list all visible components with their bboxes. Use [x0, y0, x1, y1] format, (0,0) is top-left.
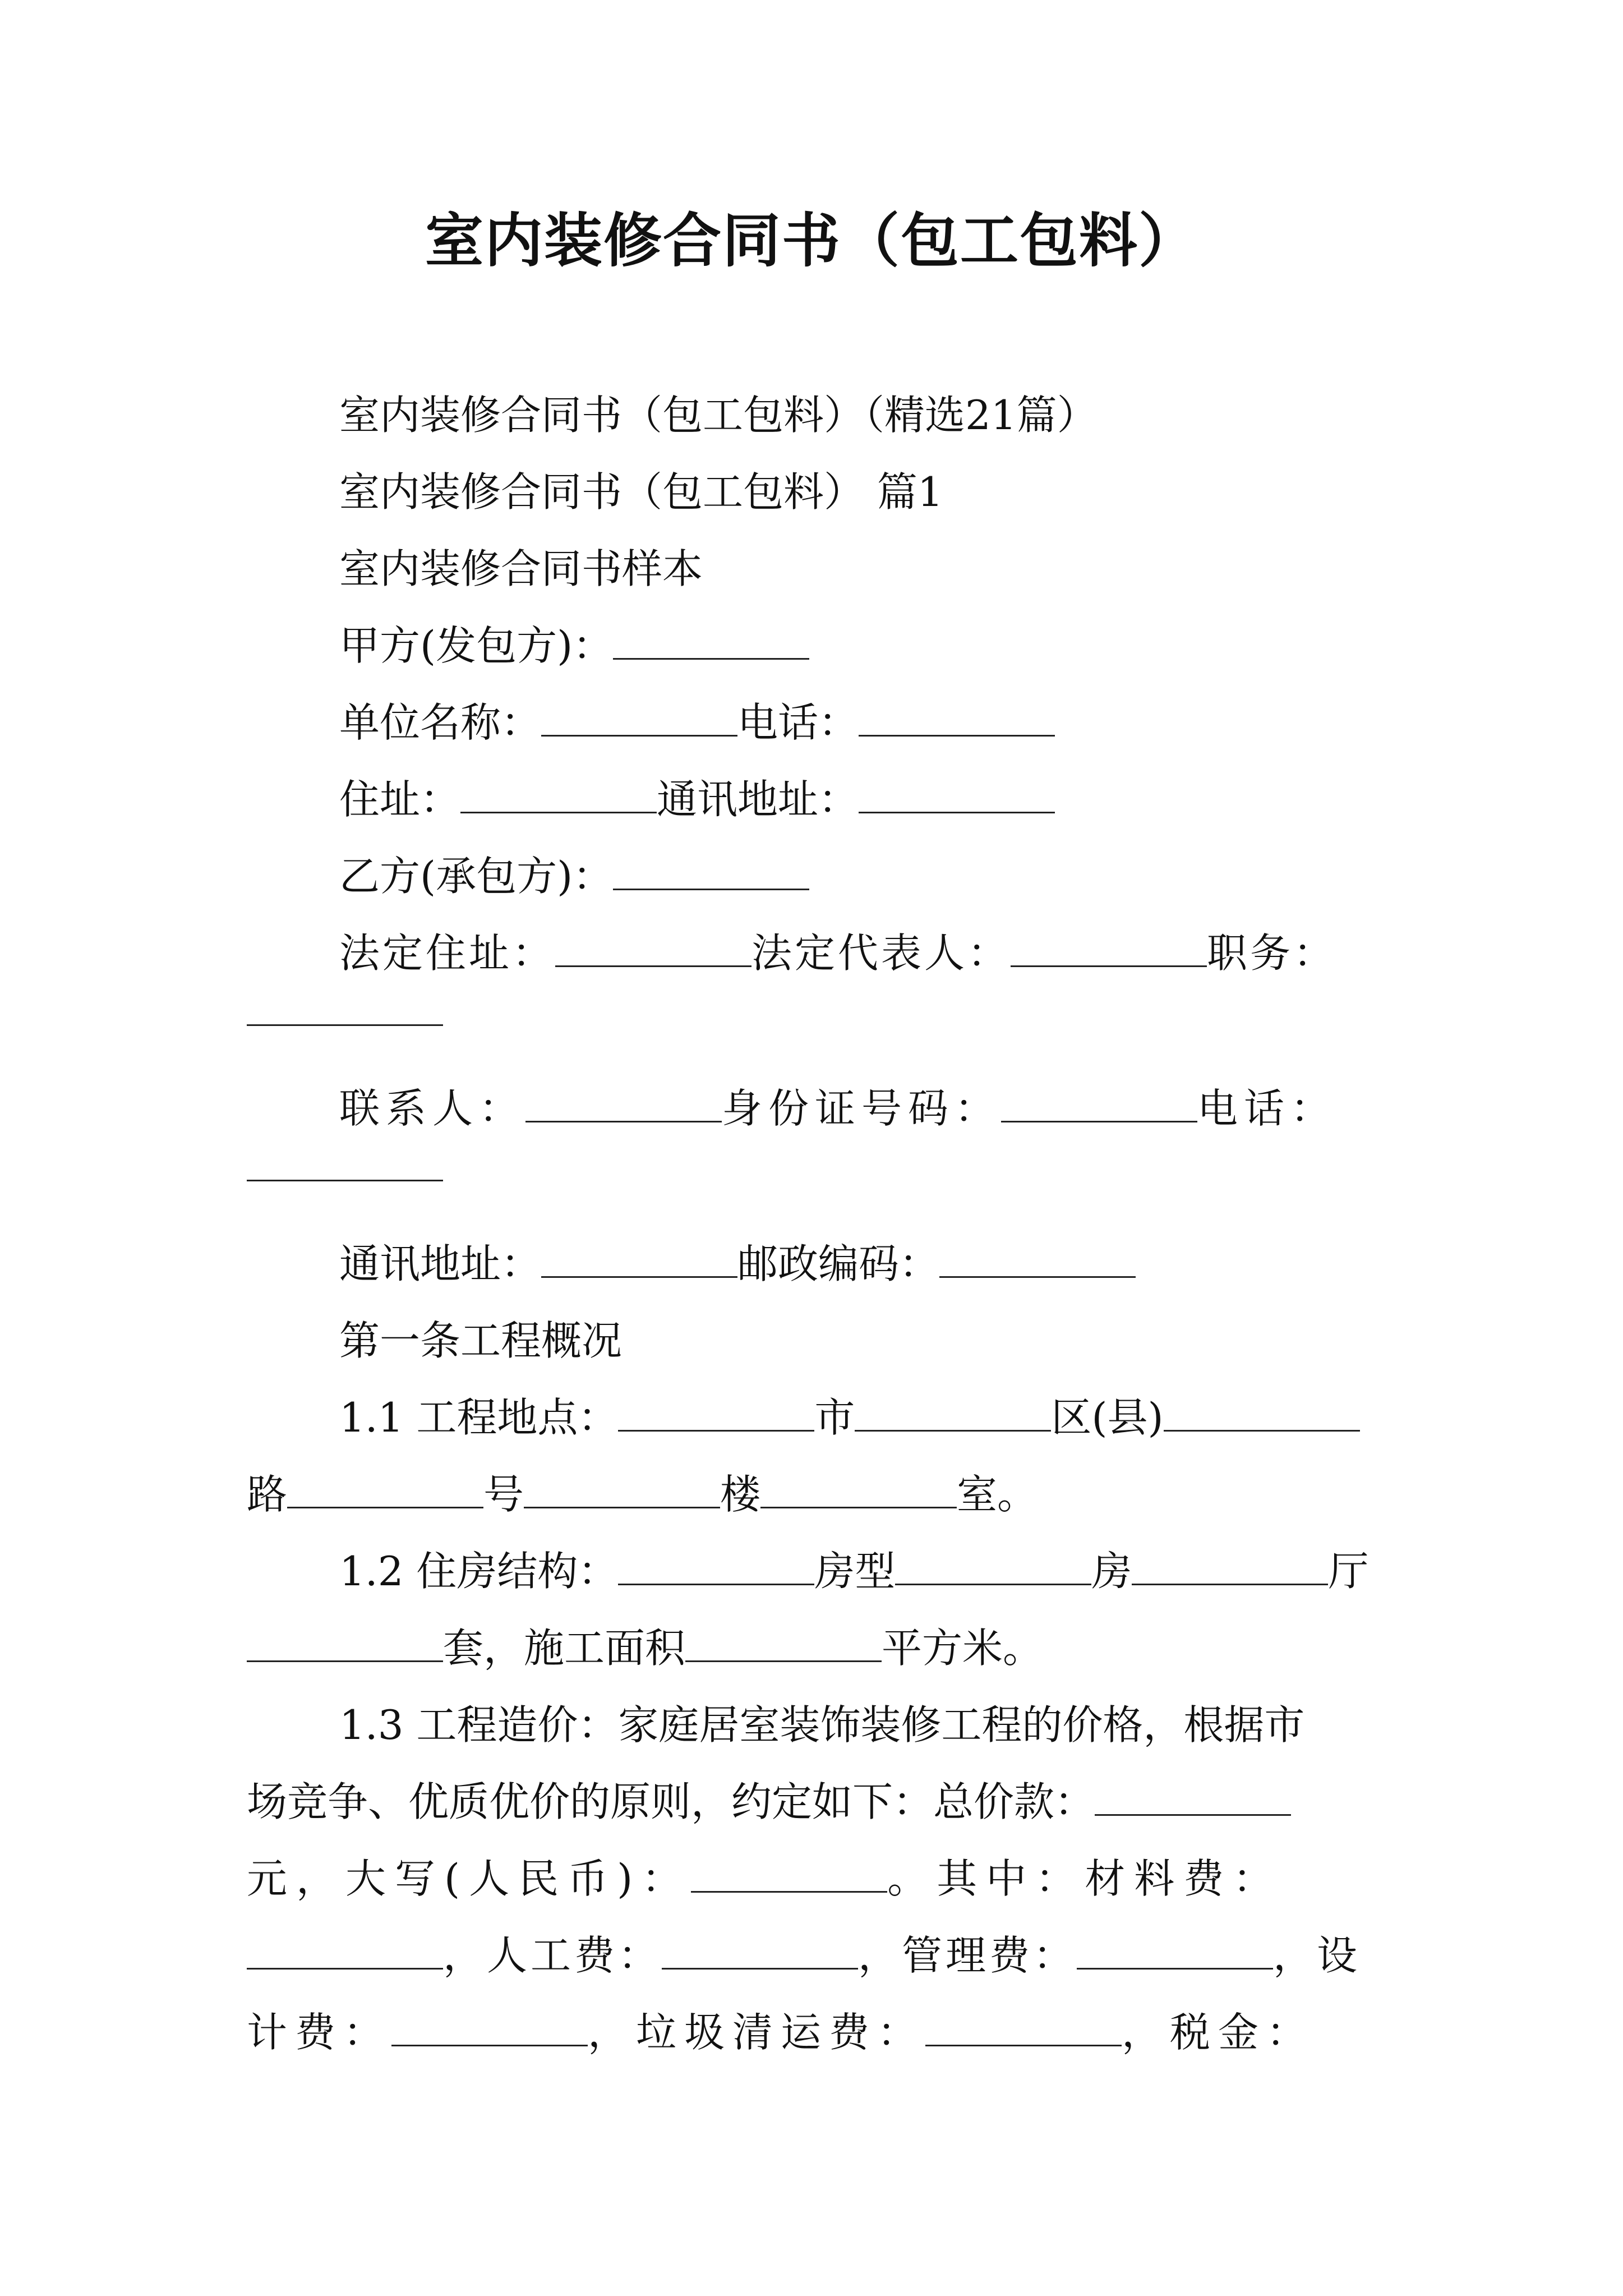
s13-c: 元，大写(人民币)：	[247, 1855, 691, 1902]
line-legal	[247, 915, 1386, 992]
s12-b: 房型	[814, 1548, 896, 1595]
section-1-2-line1	[247, 1533, 1386, 1610]
blank-field	[391, 2008, 588, 2046]
position-label: 职务：	[1207, 930, 1337, 977]
line-contact	[247, 1070, 1386, 1147]
blank-field	[1001, 1084, 1197, 1122]
blank-field	[613, 852, 809, 890]
section-1-3-line5	[247, 1994, 1386, 2071]
line-party-a	[247, 608, 1386, 684]
line-address	[247, 761, 1386, 838]
s12-a: 1.2 住房结构：	[339, 1548, 619, 1595]
article-1-heading: 第一条工程概况	[339, 1317, 623, 1364]
section-1-3-line1: 1.3 工程造价：家庭居室装饰装修工程的价格，根据市	[339, 1701, 1305, 1749]
s13-i: ，垃圾清运费：	[588, 2009, 926, 2056]
s11-b: 市	[814, 1394, 855, 1441]
blank-field	[1164, 1393, 1360, 1432]
section-1-3-line4	[247, 1917, 1386, 1994]
section-1-3-line3	[247, 1841, 1386, 1917]
blank-field	[1095, 1777, 1291, 1816]
phone-label: 电话：	[737, 699, 859, 746]
blank-field	[525, 1084, 722, 1122]
blank-field	[1011, 928, 1207, 967]
blank-field	[760, 1470, 957, 1508]
blank-field	[247, 1147, 443, 1181]
blank-field	[691, 1854, 887, 1893]
blank-field	[939, 1239, 1136, 1278]
s13-h: 计费：	[247, 2009, 392, 2056]
s12-f: 平方米。	[882, 1625, 1044, 1672]
blank-field	[618, 1393, 814, 1432]
blank-field	[685, 1623, 882, 1662]
blank-field	[541, 1239, 737, 1278]
document-body	[247, 377, 1386, 2071]
blank-field	[287, 1470, 483, 1508]
blank-field	[524, 1470, 720, 1508]
section-1-1-line2	[247, 1456, 1386, 1533]
s11-e: 号	[483, 1471, 524, 1518]
s13-f: ，管理费：	[858, 1932, 1077, 1979]
party-a-label: 甲方(发包方)：	[339, 622, 614, 669]
s11-g: 室。	[957, 1471, 1038, 1518]
section-1-1-line1	[247, 1379, 1386, 1456]
blank-field	[541, 698, 737, 737]
blank-field	[859, 775, 1055, 813]
s12-e: 套，施工面积	[443, 1625, 686, 1672]
blank-field	[662, 1931, 858, 1970]
line-unit-phone	[247, 684, 1386, 761]
phone2-label: 电话：	[1197, 1085, 1338, 1132]
line-mail-postcode	[247, 1226, 1386, 1303]
blank-field	[1077, 1931, 1273, 1970]
address-label: 住址：	[339, 776, 461, 823]
s13-g: ，设	[1273, 1932, 1361, 1979]
s13-d: 。其中：材料费：	[887, 1855, 1283, 1902]
s11-c: 区(县)	[1051, 1394, 1164, 1441]
blank-field	[247, 1931, 443, 1970]
s12-c: 房	[1091, 1548, 1132, 1595]
s11-f: 楼	[720, 1471, 761, 1518]
blank-field	[555, 928, 751, 967]
blank-field	[247, 1623, 443, 1662]
legal-rep-label: 法定代表人：	[751, 930, 1011, 977]
s13-b: 场竞争、优质优价的原则，约定如下：总价款：	[247, 1778, 1095, 1825]
paragraph-chapter: 室内装修合同书（包工包料） 篇1	[339, 468, 943, 516]
section-1-2-line2	[247, 1610, 1386, 1687]
blank-field	[895, 1547, 1091, 1585]
blank-field	[460, 775, 657, 813]
contact-label: 联系人：	[339, 1085, 526, 1132]
blank-field	[859, 698, 1055, 737]
blank-field	[613, 621, 809, 660]
s13-j: ，税金：	[1122, 2009, 1315, 2056]
unit-name-label: 单位名称：	[339, 699, 542, 746]
line-party-b	[247, 838, 1386, 915]
mail-address2-label: 通讯地址：	[339, 1240, 542, 1287]
paragraph-heading: 室内装修合同书（包工包料）（精选21篇）	[339, 392, 1098, 439]
postcode-label: 邮政编码：	[737, 1240, 940, 1287]
blank-field	[618, 1547, 814, 1585]
legal-address-label: 法定住址：	[339, 930, 556, 977]
mail-address-label: 通讯地址：	[657, 776, 859, 823]
blank-field	[855, 1393, 1051, 1432]
id-number-label: 身份证号码：	[722, 1085, 1002, 1132]
blank-field	[247, 992, 443, 1026]
blank-field	[925, 2008, 1122, 2046]
s11-d: 路	[247, 1471, 288, 1518]
s11-a: 1.1 工程地点：	[339, 1394, 619, 1441]
document-title: 室内装修合同书（包工包料）	[425, 206, 1198, 275]
party-b-label: 乙方(承包方)：	[339, 853, 614, 900]
paragraph-sample: 室内装修合同书样本	[339, 545, 703, 592]
s12-d: 厅	[1328, 1548, 1369, 1595]
blank-field	[1132, 1547, 1328, 1585]
s13-e: ，人工费：	[443, 1932, 662, 1979]
section-1-3-line2	[247, 1764, 1386, 1841]
